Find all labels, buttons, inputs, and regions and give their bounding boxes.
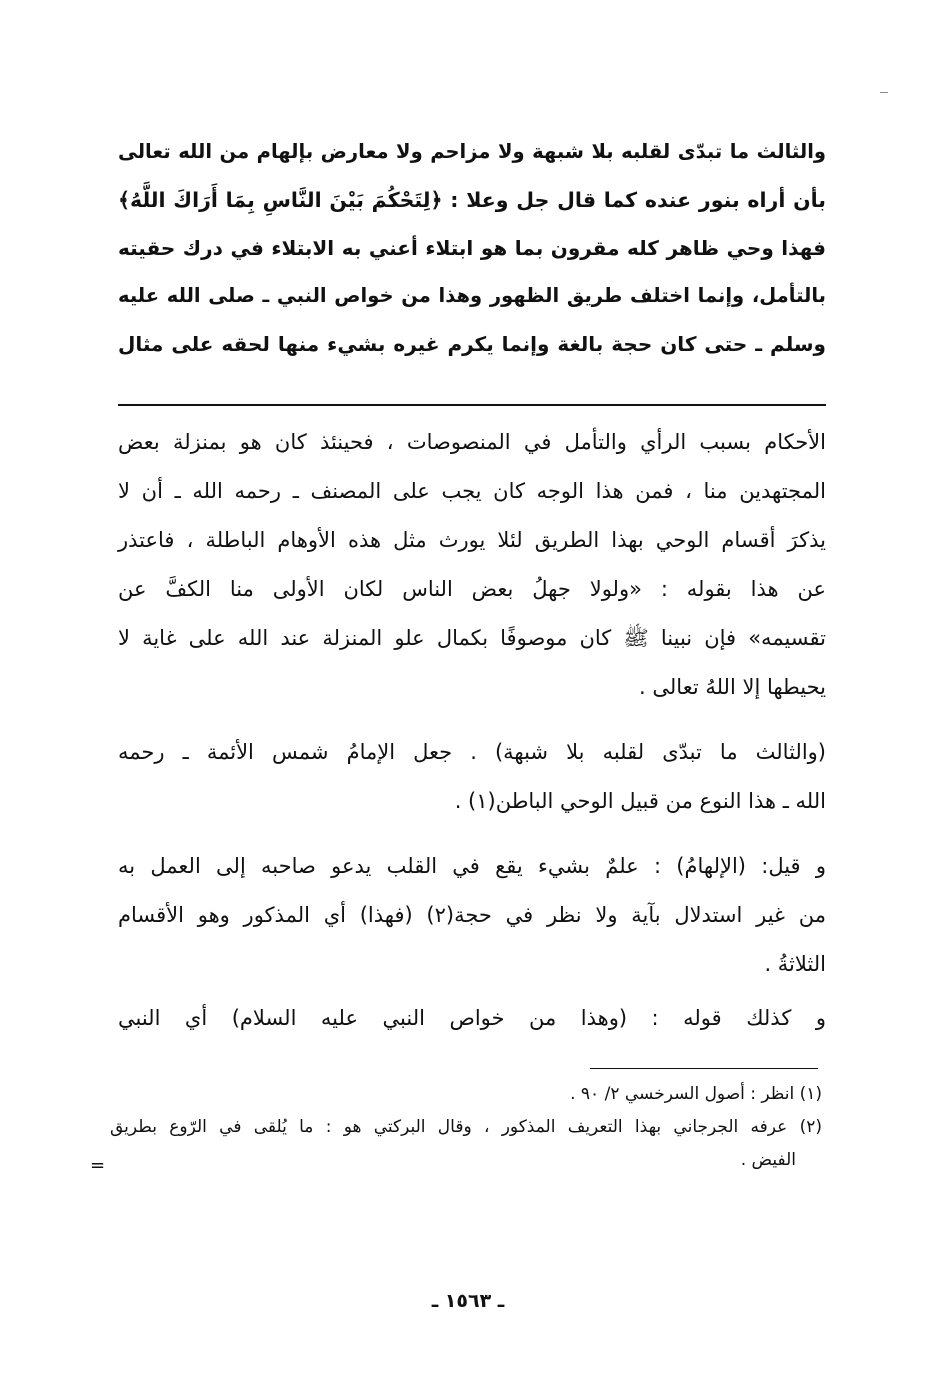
sharh-line: تقسيمه» فإن نبينا ﷺ كان موصوفًا بكمال علو المنزلة عند الله على غاية لا <box>118 626 826 650</box>
sharh-paragraph-4 <box>118 994 826 1043</box>
sharh-line: و كذلك قوله : (وهذا من خواص النبي عليه السلام) أي النبي <box>118 1006 826 1030</box>
sharh-line: الله ـ هذا النوع من قبيل الوحي الباطن(١) . <box>454 789 826 813</box>
footnote-1: (١) انظر : أصول السرخسي ٢/ ٩٠ . <box>570 1084 822 1104</box>
sharh-paragraph-1 <box>118 418 826 712</box>
matn-line: بالتأمل، وإنما اختلف طريق الظهور وهذا من خواص النبي ـ صلى الله عليه <box>118 284 826 307</box>
sharh-paragraph-3 <box>118 842 826 989</box>
sharh-line: (والثالث ما تبدّى لقلبه بلا شبهة) . جعل الإمامُ شمس الأئمة ـ رحمه <box>118 740 826 764</box>
matn-text <box>118 128 826 368</box>
footnote-separator-rule <box>590 1068 818 1069</box>
sharh-line: من غير استدلال بآية ولا نظر في حجة(٢) (فهذا) أي المذكور وهو الأقسام <box>118 903 826 927</box>
matn-line: والثالث ما تبدّى لقلبه بلا شبهة ولا مزاحم ولا معارض بإلهام من الله تعالى <box>118 140 826 163</box>
footnote-2-continued: الفيض . <box>740 1150 796 1170</box>
scan-mark <box>880 92 888 93</box>
sharh-line: المجتهدين منا ، فمن هذا الوجه كان يجب على المصنف ـ رحمه الله ـ أن لا <box>118 479 826 503</box>
footnote-2: (٢) عرفه الجرجاني بهذا التعريف المذكور ، وقال البركتي هو : ما يُلقى في الرّوع بطريق <box>110 1117 822 1137</box>
matn-line: بأن أراه بنور عنده كما قال جل وعلا : ﴿لِتَحْكُمَ بَيْنَ النَّاسِ بِمَا أَرَاكَ اللَّهُ﴾ <box>118 188 826 212</box>
footnote-continuation-mark: = <box>90 1155 106 1176</box>
page-number: ـ ١٥٦٣ ـ <box>431 1290 505 1312</box>
sharh-line: الثلاثةُ . <box>764 952 826 976</box>
sharh-line: يحيطها إلا اللهُ تعالى . <box>639 675 826 699</box>
sharh-line: عن هذا بقوله : «ولولا جهلُ بعض الناس لكان الأولى منا الكفَّ عن <box>118 577 826 601</box>
matn-separator-rule <box>118 404 826 406</box>
matn-line: فهذا وحي ظاهر كله مقرون بما هو ابتلاء أعني به الابتلاء في درك حقيته <box>118 236 826 260</box>
sharh-line: يذكرَ أقسام الوحي بهذا الطريق لئلا يورث مثل هذه الأوهام الباطلة ، فاعتذر <box>118 528 826 552</box>
matn-line: وسلم ـ حتى كان حجة بالغة وإنما يكرم غيره بشيء منها لحقه على مثال <box>118 332 826 356</box>
footnotes <box>110 1078 822 1177</box>
sharh-line: الأحكام بسبب الرأي والتأمل في المنصوصات ، فحينئذ كان هو بمنزلة بعض <box>118 430 826 454</box>
sharh-line: و قيل: (الإلهامُ) : علمٌ بشيء يقع في القلب يدعو صاحبه إلى العمل به <box>118 854 826 878</box>
sharh-paragraph-2 <box>118 728 826 826</box>
